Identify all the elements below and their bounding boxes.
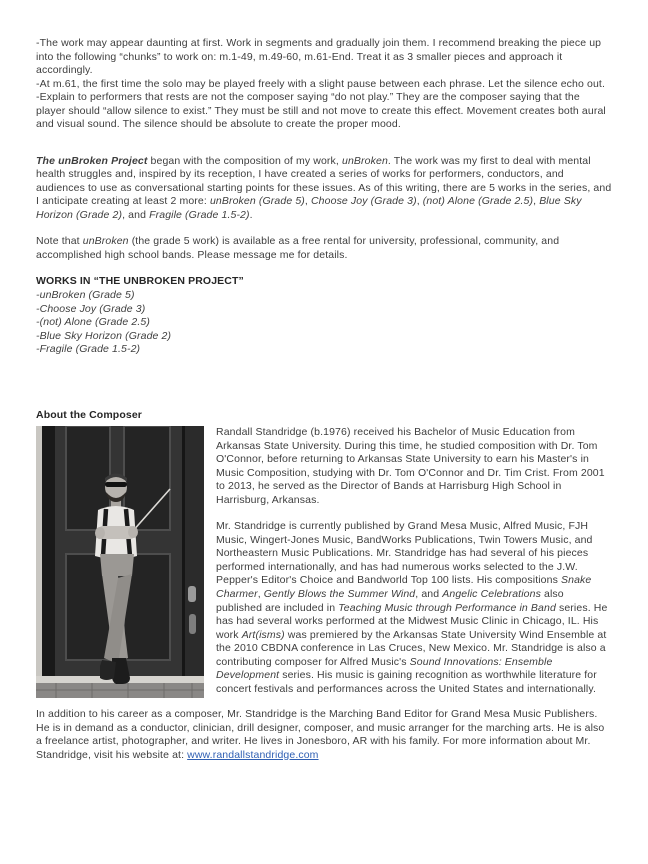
project-intro-paragraph: The unBroken Project began with the composition of my work, unBroken. The work was my first to deal with mental health struggles and, inspired by its reception, I have created a series of works for performers, conductors, and audiences to use as conversational starting points for these issues. As of this writing, there are 5 works in the series, and I anticipate creating at least 2 more: unBroken (Grade 5), Choose Joy (Grade 3), (not) Alone (Grade 2.5), Blue Sky Horizon (Grade 2), and Fragile (Grade 1.5-2).	[36, 154, 612, 221]
project-rental-paragraph: Note that unBroken (the grade 5 work) is available as a free rental for university, professional, community, and accomplished high school bands. Please message me for details.	[36, 235, 560, 261]
works-list-heading: WORKS IN “THE UNBROKEN PROJECT”	[36, 275, 244, 288]
about-composer-section	[36, 409, 612, 699]
works-list-section	[36, 275, 612, 356]
closing-paragraph: In addition to his career as a composer, Mr. Standridge is the Marching Band Editor for Grand Mesa Music Publishers. He is in demand as a conductor, clinician, drill designer, composer, and music arranger for the marching arts. He is also a freelance artist, photographer, and writer. He lives in Jonesboro, AR with his family. For more information about Mr. Standridge, visit his website at: www.randallstandridge.com	[36, 708, 605, 761]
closing-section	[36, 708, 612, 762]
composer-bio	[216, 426, 612, 696]
bio-paragraph-2: Mr. Standridge is currently published by Grand Mesa Music, Alfred Music, FJH Music, Wingert-Jones Music, BandWorks Publications, Twin Towers Music, and Northeastern Music Publications. Mr. Standridge has had several of his pieces performed internationally, and has had numerous works selected to the J.W. Pepper's Editor's Choice and Bandworld Top 100 lists. His compositions Snake Charmer, Gently Blows the Summer Wind, and Angelic Celebrations also published are included in Teaching Music through Performance in Band series. He has had several works performed at the Midwest Music Clinic in Chicago, IL. His work Art(isms) was premiered by the Arkansas State University Wind Ensemble at the 2010 CBDNA conference in Las Cruces, New Mexico. Mr. Standridge is also a contributing composer for Alfred Music's Sound Innovations: Ensemble Development series. His music is gaining recognition as worthwhile literature for concert festivals and performances across the United States and internationally.	[216, 520, 608, 695]
composer-photo	[36, 426, 204, 698]
performance-note-3: -Explain to performers that rests are not the composer saying “do not play.” They are the composer saying that the player should “allow silence to exist.” They must be still and not move to create this effect. Movement creates both aural and visual sound. The silence should be absolute to create the proper mood.	[36, 91, 606, 131]
composer-photo-illustration	[36, 426, 204, 698]
paragraph-spacer	[216, 507, 612, 520]
list-item: -unBroken (Grade 5)	[36, 288, 135, 301]
door-hardware	[188, 586, 196, 602]
about-composer-heading: About the Composer	[36, 408, 142, 421]
list-item: -Fragile (Grade 1.5-2)	[36, 343, 141, 356]
performance-note-2: -At m.61, the first time the solo may be played freely with a slight pause between each phrase. Let the silence echo out.	[36, 77, 605, 90]
performance-note-1: -The work may appear daunting at first. Work in segments and gradually join them. I recommend breaking the piece up into the following “chunks” to work on: m.1-49, m.49-60, m.61-End. Treat it as 3 smaller pieces and approach it accordingly.	[36, 37, 602, 77]
performance-notes-section	[36, 37, 612, 132]
unbroken-project-section	[36, 155, 612, 263]
list-item: -Choose Joy (Grade 3)	[36, 302, 146, 315]
website-link[interactable]: www.randallstandridge.com	[187, 748, 319, 761]
bio-paragraph-1: Randall Standridge (b.1976) received his Bachelor of Music Education from Arkansas State University. During this time, he studied composition with Dr. Tom O'Connor, before returning to Arkansas State University to earn his Master's in Music Composition, studying with Dr. Tom O'Connor and Dr. Tim Crist. From 2001 to 2013, he served as the Director of Bands at Harrisburg High School in Harrisburg, Arkansas.	[216, 426, 605, 506]
paragraph-spacer	[36, 222, 612, 235]
list-item: -Blue Sky Horizon (Grade 2)	[36, 329, 172, 342]
list-item: -(not) Alone (Grade 2.5)	[36, 316, 150, 329]
